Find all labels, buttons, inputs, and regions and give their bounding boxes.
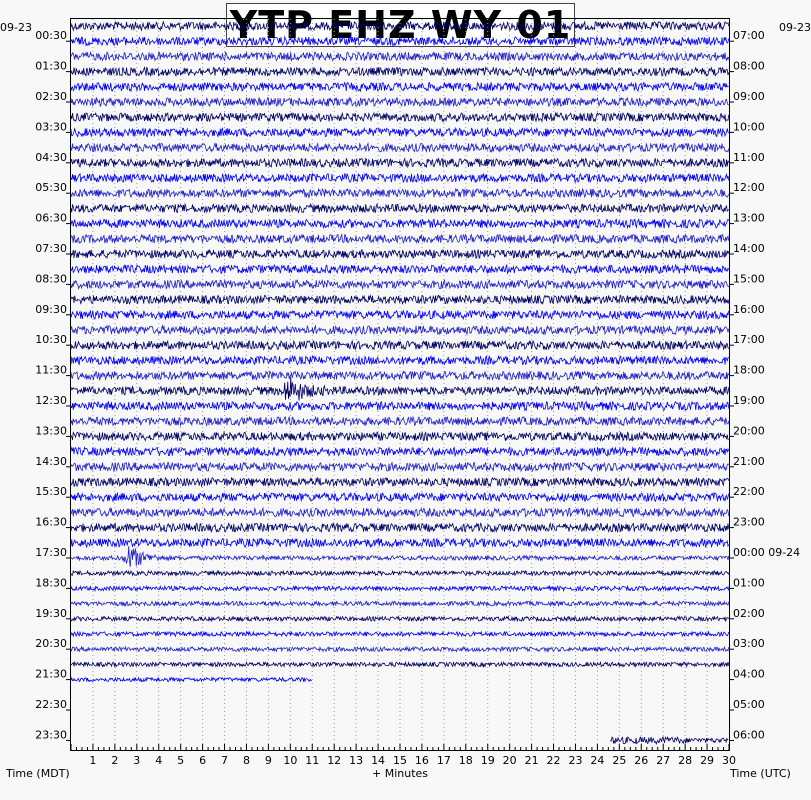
left-time-label: 14:30 xyxy=(35,454,67,468)
x-tick-label: 25 xyxy=(612,754,627,767)
right-time-label: 11:00 xyxy=(733,150,765,164)
grid-layer xyxy=(93,19,707,750)
right-time-label: 23:00 xyxy=(733,515,765,529)
right-time-label: 04:00 xyxy=(733,667,765,681)
x-tick-label: 18 xyxy=(458,754,473,767)
right-time-label: 05:00 xyxy=(733,698,765,711)
x-tick-label: 29 xyxy=(700,754,715,767)
x-tick-label: 10 xyxy=(283,754,298,767)
trace-row xyxy=(71,250,729,258)
x-tick-label: 14 xyxy=(371,754,386,767)
left-time-label: 13:30 xyxy=(35,424,67,438)
left-time-label: 07:30 xyxy=(35,242,67,255)
trace-row xyxy=(71,617,729,621)
right-time-label: 13:00 xyxy=(733,211,765,225)
x-tick-label: 28 xyxy=(678,754,693,767)
left-time-label: 22:30 xyxy=(35,698,67,711)
x-tick-label: 22 xyxy=(546,754,561,767)
x-tick-label: 21 xyxy=(524,754,539,767)
x-tick-label: 11 xyxy=(305,754,320,767)
plot-frame xyxy=(71,19,730,751)
left-time-label: 19:30 xyxy=(35,606,67,620)
right-time-label: 19:00 xyxy=(733,394,765,407)
right-time-label: 12:00 xyxy=(733,181,765,195)
right-time-label: 10:00 xyxy=(733,120,765,134)
left-time-label: 15:30 xyxy=(35,485,67,499)
x-tick-label: 17 xyxy=(436,754,451,767)
right-axis-title: Time (UTC) xyxy=(730,767,791,780)
trace-row xyxy=(71,341,729,349)
right-time-label: 06:00 xyxy=(733,728,765,742)
x-tick-label: 24 xyxy=(590,754,605,767)
right-time-label: 03:00 xyxy=(733,637,765,651)
x-tick-label: 30 xyxy=(722,754,736,767)
x-tick-label: 6 xyxy=(199,754,207,767)
trace-row xyxy=(71,128,729,136)
left-time-label: 00:30 xyxy=(35,29,67,43)
right-time-label: 22:00 xyxy=(733,485,765,499)
left-time-label: 17:30 xyxy=(35,546,67,559)
left-time-label: 16:30 xyxy=(35,515,67,529)
trace-row xyxy=(71,37,729,45)
left-time-label: 21:30 xyxy=(35,667,67,681)
right-time-label: 20:00 xyxy=(733,424,765,438)
x-tick-label: 5 xyxy=(177,754,185,767)
x-tick-label: 13 xyxy=(349,754,364,767)
chart-title: YTP EHZ WY 01 xyxy=(226,3,575,47)
x-axis-title: + Minutes xyxy=(372,767,429,780)
x-tick-label: 20 xyxy=(502,754,517,767)
right-time-label: 07:00 xyxy=(733,29,765,43)
x-tick-label: 9 xyxy=(264,754,272,767)
x-tick-label: 12 xyxy=(327,754,342,767)
trace-row xyxy=(71,662,729,666)
right-time-label: 00:00 09-24 xyxy=(733,546,801,559)
right-time-label: 18:00 xyxy=(733,363,765,377)
trace-row xyxy=(71,478,729,486)
trace-row xyxy=(71,601,729,605)
left-time-label: 02:30 xyxy=(35,90,67,103)
trace-row xyxy=(71,83,729,91)
right-time-label: 16:00 xyxy=(733,302,765,316)
trace-row xyxy=(71,174,729,182)
trace-row xyxy=(71,678,312,682)
x-tick-label: 16 xyxy=(414,754,429,767)
trace-row xyxy=(71,493,729,501)
left-time-label: 08:30 xyxy=(35,272,67,286)
right-time-label: 02:00 xyxy=(733,606,765,620)
right-time-label: 15:00 xyxy=(733,272,765,286)
x-tick-label: 1 xyxy=(89,754,97,767)
left-time-label: 04:30 xyxy=(35,150,67,164)
trace-row xyxy=(71,189,729,197)
trace-row xyxy=(71,417,729,425)
right-time-label: 09:00 xyxy=(733,90,765,103)
x-tick-label: 8 xyxy=(242,754,250,767)
right-time-label: 08:00 xyxy=(733,59,765,73)
left-axis-title: Time (MDT) xyxy=(6,767,70,780)
left-time-label: 03:30 xyxy=(35,120,67,134)
left-time-label: 01:30 xyxy=(35,59,67,73)
right-time-label: 21:00 xyxy=(733,454,765,468)
left-date-label: 09-23 xyxy=(0,21,32,34)
trailing-trace xyxy=(611,737,729,744)
trace-row xyxy=(71,377,729,401)
right-time-label: 01:00 xyxy=(733,576,765,590)
trace-row xyxy=(71,371,729,379)
trace-row xyxy=(71,586,729,590)
trace-row xyxy=(71,52,729,60)
x-tick-label: 15 xyxy=(393,754,407,767)
right-time-label: 17:00 xyxy=(733,333,765,347)
x-tick-label: 23 xyxy=(568,754,583,767)
trace-row xyxy=(71,432,729,440)
left-time-label: 12:30 xyxy=(35,394,67,407)
x-tick-label: 4 xyxy=(155,754,163,767)
left-time-label: 11:30 xyxy=(35,363,67,377)
x-tick-label: 19 xyxy=(480,754,495,767)
trace-row xyxy=(71,265,729,273)
traces-layer xyxy=(71,22,729,744)
x-tick-label: 26 xyxy=(634,754,649,767)
right-time-label: 14:00 xyxy=(733,242,765,255)
x-tick-label: 2 xyxy=(111,754,119,767)
x-tick-label: 27 xyxy=(656,754,671,767)
left-time-label: 06:30 xyxy=(35,211,67,225)
left-time-label: 05:30 xyxy=(35,181,67,195)
left-time-label: 10:30 xyxy=(35,333,67,347)
left-time-label: 20:30 xyxy=(35,637,67,651)
right-date-label: 09-23 xyxy=(779,21,811,34)
x-tick-label: 7 xyxy=(221,754,229,767)
trace-row xyxy=(71,219,729,227)
left-time-label: 09:30 xyxy=(35,302,67,316)
left-time-label: 23:30 xyxy=(35,728,67,742)
left-time-label: 18:30 xyxy=(35,576,67,590)
x-tick-label: 3 xyxy=(133,754,141,767)
trace-row xyxy=(71,113,729,121)
